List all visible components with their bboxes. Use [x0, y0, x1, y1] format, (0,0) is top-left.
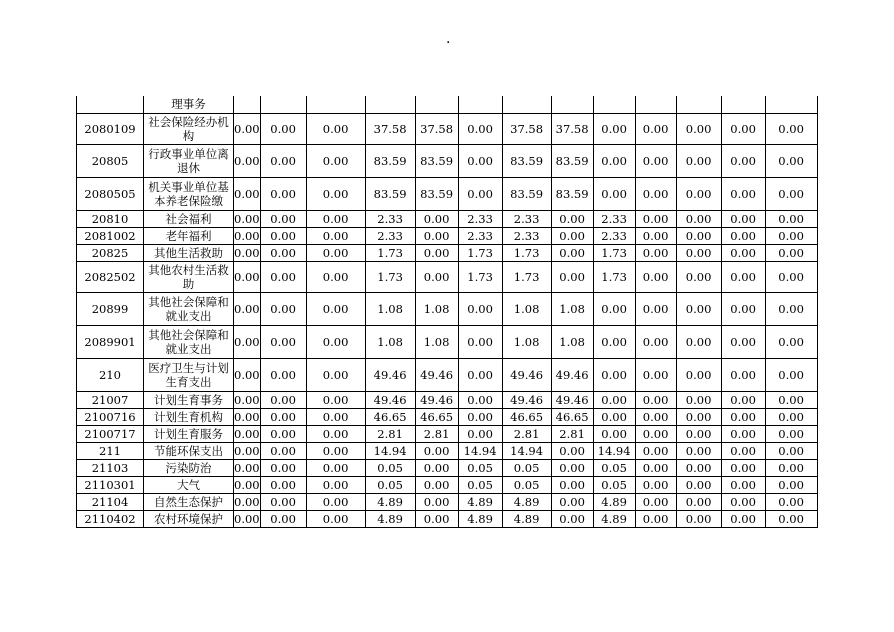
value-cell: 0.00	[593, 425, 635, 442]
value-cell: 0.00	[234, 228, 260, 243]
continuation-row	[77, 96, 818, 113]
value-cell: 46.65	[365, 408, 415, 425]
value-cell: 0.00	[676, 493, 721, 510]
value-cell: 0.00	[765, 227, 817, 244]
value-cell: 0.05	[365, 476, 415, 493]
table-row	[77, 358, 818, 391]
value-cell: 0.05	[365, 459, 415, 476]
value-cell: 83.59	[502, 177, 551, 210]
value-cell: 0.00	[721, 227, 765, 244]
table-row	[77, 244, 818, 261]
value-cell: 0.00	[260, 408, 306, 425]
value-cell: 14.94	[365, 442, 415, 459]
value-cell: 0.00	[765, 425, 817, 442]
value-cell: 0.00	[765, 476, 817, 493]
value-cell: 0.00	[415, 493, 458, 510]
value-cell: 1.73	[458, 261, 502, 292]
value-cell: 49.46	[551, 391, 593, 408]
page-marker: ·	[446, 35, 451, 51]
value-cell: 0.00	[635, 113, 676, 144]
name-cell: 其他社会保障和就业支出	[144, 325, 234, 358]
code-cell: 2082502	[77, 261, 144, 292]
value-cell: 0.00	[676, 358, 721, 391]
value-cell: 0.00	[458, 144, 502, 177]
value-cell: 14.94	[458, 442, 502, 459]
value-cell: 0.00	[415, 459, 458, 476]
value-cell: 0.00	[458, 113, 502, 144]
value-cell: 0.00	[721, 113, 765, 144]
value-cell: 0.00	[721, 425, 765, 442]
value-cell: 0.00	[765, 408, 817, 425]
value-cell: 0.00	[635, 292, 676, 325]
value-cell: 0.00	[635, 493, 676, 510]
value-cell: 0.00	[676, 459, 721, 476]
value-cell: 0.00	[676, 391, 721, 408]
value-cell: 0.00	[676, 442, 721, 459]
value-cell: 0.00	[765, 358, 817, 391]
value-cell: 49.46	[415, 358, 458, 391]
value-cell: 0.00	[458, 358, 502, 391]
value-cell: 0.00	[306, 493, 365, 510]
value-cell: 4.89	[458, 510, 502, 527]
value-cell: 0.00	[260, 113, 306, 144]
value-cell: 0.00	[234, 358, 261, 391]
value-cell: 46.65	[502, 408, 551, 425]
value-cell: 0.00	[458, 325, 502, 358]
value-cell: 83.59	[415, 144, 458, 177]
code-cell: 2100716	[77, 408, 144, 425]
value-cell: 0.00	[765, 493, 817, 510]
value-cell: 37.58	[365, 113, 415, 144]
value-cell: 0.00	[306, 292, 365, 325]
table-body	[77, 96, 818, 527]
value-cell: 0.00	[593, 408, 635, 425]
value-cell: 0.00	[260, 325, 306, 358]
code-cell: 21104	[77, 493, 144, 510]
value-cell: 0.00	[676, 325, 721, 358]
value-cell: 0.00	[306, 459, 365, 476]
table-row	[77, 144, 818, 177]
value-cell: 4.89	[502, 510, 551, 527]
value-cell: 0.00	[676, 408, 721, 425]
value-cell: 0.00	[721, 510, 765, 527]
value-cell: 49.46	[551, 358, 593, 391]
name-cell: 机关事业单位基本养老保险缴	[144, 177, 234, 210]
value-cell: 37.58	[551, 113, 593, 144]
value-cell: 0.00	[458, 408, 502, 425]
value-cell: 0.00	[593, 177, 635, 210]
name-cell: 污染防治	[144, 459, 234, 476]
value-cell: 83.59	[551, 144, 593, 177]
code-cell: 20805	[77, 144, 144, 177]
value-cell: 0.00	[306, 442, 365, 459]
value-cell: 0.00	[635, 210, 676, 227]
value-cell: 0.00	[415, 227, 458, 244]
code-cell: 2080109	[77, 113, 144, 144]
value-cell: 0.00	[635, 391, 676, 408]
value-cell: 0.00	[260, 493, 306, 510]
value-cell: 0.00	[234, 511, 260, 526]
value-cell: 49.46	[502, 391, 551, 408]
value-cell: 2.81	[551, 425, 593, 442]
value-cell: 0.00	[551, 210, 593, 227]
value-cell: 0.00	[721, 391, 765, 408]
value-cell: 0.00	[676, 261, 721, 292]
value-cell: 0.00	[635, 177, 676, 210]
code-cell	[77, 96, 144, 113]
value-cell: 0.00	[721, 476, 765, 493]
value-cell: 0.00	[676, 210, 721, 227]
value-cell: 0.00	[260, 292, 306, 325]
table-row	[77, 510, 818, 527]
value-cell: 0.00	[765, 144, 817, 177]
value-cell: 2.33	[365, 210, 415, 227]
value-cell: 0.00	[593, 144, 635, 177]
value-cell: 83.59	[365, 144, 415, 177]
value-cell: 0.00	[260, 261, 306, 292]
value-cell: 0.00	[551, 261, 593, 292]
value-cell: 2.33	[502, 210, 551, 227]
value-cell: 0.00	[635, 425, 676, 442]
value-cell: 0.05	[593, 459, 635, 476]
value-cell: 0.00	[765, 325, 817, 358]
value-cell: 0.00	[635, 476, 676, 493]
table-row	[77, 459, 818, 476]
value-cell: 0.00	[306, 210, 365, 227]
table-row	[77, 476, 818, 493]
value-cell: 0.00	[551, 476, 593, 493]
value-cell: 0.05	[593, 476, 635, 493]
value-cell: 0.00	[306, 408, 365, 425]
value-cell: 0.00	[458, 391, 502, 408]
value-cell: 4.89	[458, 493, 502, 510]
value-cell: 0.00	[721, 244, 765, 261]
code-cell: 210	[77, 358, 144, 391]
value-cell: 0.00	[234, 477, 260, 492]
value-cell: 1.08	[415, 325, 458, 358]
value-cell: 0.00	[306, 476, 365, 493]
value-cell: 0.00	[721, 442, 765, 459]
value-cell: 37.58	[415, 113, 458, 144]
value-cell: 1.73	[365, 244, 415, 261]
value-cell: 14.94	[593, 442, 635, 459]
value-cell: 0.00	[234, 460, 260, 475]
value-cell: 1.08	[502, 292, 551, 325]
value-cell: 49.46	[502, 358, 551, 391]
value-cell: 0.00	[635, 227, 676, 244]
value-cell: 0.00	[458, 177, 502, 210]
value-cell: 0.00	[721, 459, 765, 476]
value-cell: 0.00	[306, 358, 365, 391]
value-cell: 0.00	[415, 476, 458, 493]
value-cell: 46.65	[551, 408, 593, 425]
value-cell: 0.00	[234, 325, 261, 358]
value-cell: 4.89	[502, 493, 551, 510]
value-cell: 1.73	[593, 244, 635, 261]
value-cell: 0.00	[260, 425, 306, 442]
name-cell: 行政事业单位离退休	[144, 144, 234, 177]
value-cell: 0.00	[415, 210, 458, 227]
name-cell: 社会福利	[144, 210, 234, 227]
value-cell: 0.00	[765, 459, 817, 476]
value-cell: 1.73	[502, 261, 551, 292]
code-cell: 2110402	[77, 510, 144, 527]
value-cell: 0.00	[676, 425, 721, 442]
value-cell: 0.00	[635, 144, 676, 177]
name-cell: 大气	[144, 476, 234, 493]
value-cell: 0.05	[458, 459, 502, 476]
value-cell: 49.46	[365, 391, 415, 408]
value-cell: 4.89	[365, 510, 415, 527]
value-cell: 0.00	[234, 443, 260, 458]
value-cell: 0.00	[260, 391, 306, 408]
value-cell: 83.59	[415, 177, 458, 210]
value-cell: 0.00	[593, 325, 635, 358]
table-row	[77, 425, 818, 442]
value-cell: 0.00	[234, 261, 261, 292]
value-cell: 0.00	[676, 227, 721, 244]
value-cell: 0.00	[234, 144, 261, 177]
code-cell: 2081002	[77, 227, 144, 244]
name-cell: 节能环保支出	[144, 442, 234, 459]
value-cell: 0.00	[765, 244, 817, 261]
value-cell: 0.00	[458, 292, 502, 325]
code-cell: 20810	[77, 210, 144, 227]
value-cell: 0.00	[260, 459, 306, 476]
name-cell: 计划生育服务	[144, 425, 234, 442]
code-cell: 211	[77, 442, 144, 459]
value-cell: 0.00	[721, 177, 765, 210]
value-cell: 0.00	[415, 510, 458, 527]
name-cell: 理事务	[144, 96, 234, 113]
value-cell: 0.00	[593, 358, 635, 391]
value-cell: 0.00	[234, 245, 260, 260]
value-cell: 0.00	[234, 211, 260, 226]
value-cell: 0.00	[551, 510, 593, 527]
code-cell: 20825	[77, 244, 144, 261]
name-cell: 农村环境保护	[144, 510, 234, 527]
value-cell: 0.00	[676, 292, 721, 325]
value-cell: 0.00	[721, 493, 765, 510]
value-cell: 0.00	[721, 358, 765, 391]
value-cell: 2.33	[593, 227, 635, 244]
value-cell: 2.33	[458, 210, 502, 227]
value-cell: 4.89	[593, 493, 635, 510]
value-cell: 0.00	[234, 494, 260, 509]
value-cell: 4.89	[365, 493, 415, 510]
value-cell: 0.00	[593, 391, 635, 408]
value-cell: 0.00	[676, 244, 721, 261]
name-cell: 自然生态保护	[144, 493, 234, 510]
value-cell: 2.81	[365, 425, 415, 442]
code-cell: 2089901	[77, 325, 144, 358]
table-row	[77, 113, 818, 144]
code-cell: 21103	[77, 459, 144, 476]
value-cell: 0.00	[260, 510, 306, 527]
value-cell: 0.05	[502, 476, 551, 493]
value-cell: 0.00	[306, 144, 365, 177]
value-cell: 0.00	[635, 244, 676, 261]
table-row	[77, 408, 818, 425]
value-cell: 49.46	[415, 391, 458, 408]
value-cell: 46.65	[415, 408, 458, 425]
value-cell: 0.00	[415, 261, 458, 292]
value-cell: 1.08	[502, 325, 551, 358]
value-cell: 1.73	[458, 244, 502, 261]
table-row	[77, 261, 818, 292]
code-cell: 20899	[77, 292, 144, 325]
value-cell: 0.00	[306, 227, 365, 244]
value-cell: 0.00	[458, 425, 502, 442]
value-cell: 14.94	[502, 442, 551, 459]
value-cell: 0.00	[234, 426, 260, 441]
name-cell: 其他农村生活救助	[144, 261, 234, 292]
value-cell: 0.00	[635, 442, 676, 459]
value-cell: 0.00	[551, 227, 593, 244]
value-cell: 83.59	[365, 177, 415, 210]
table-row	[77, 177, 818, 210]
value-cell: 0.00	[234, 409, 260, 424]
value-cell: 0.00	[635, 261, 676, 292]
value-cell: 1.08	[365, 325, 415, 358]
value-cell: 4.89	[593, 510, 635, 527]
value-cell: 0.00	[551, 244, 593, 261]
value-cell: 0.00	[306, 325, 365, 358]
value-cell: 2.33	[365, 227, 415, 244]
value-cell: 1.08	[415, 292, 458, 325]
value-cell: 0.00	[765, 177, 817, 210]
value-cell: 0.00	[551, 442, 593, 459]
value-cell: 0.00	[234, 292, 261, 325]
code-cell: 2080505	[77, 177, 144, 210]
value-cell: 0.05	[502, 459, 551, 476]
value-cell: 0.00	[765, 113, 817, 144]
value-cell: 0.00	[260, 476, 306, 493]
value-cell: 0.00	[721, 210, 765, 227]
value-cell: 83.59	[551, 177, 593, 210]
value-cell: 0.00	[721, 144, 765, 177]
value-cell: 0.00	[234, 113, 261, 144]
value-cell: 2.81	[415, 425, 458, 442]
value-cell: 0.00	[551, 493, 593, 510]
table-row	[77, 493, 818, 510]
value-cell: 0.00	[260, 177, 306, 210]
budget-table	[76, 96, 818, 528]
value-cell: 49.46	[365, 358, 415, 391]
value-cell: 2.81	[502, 425, 551, 442]
value-cell: 0.00	[635, 459, 676, 476]
value-cell: 0.00	[306, 425, 365, 442]
name-cell: 其他社会保障和就业支出	[144, 292, 234, 325]
value-cell: 0.00	[721, 408, 765, 425]
table-row	[77, 325, 818, 358]
value-cell: 2.33	[502, 227, 551, 244]
value-cell: 0.00	[260, 210, 306, 227]
name-cell: 老年福利	[144, 227, 234, 244]
value-cell: 1.08	[551, 292, 593, 325]
value-cell: 0.00	[415, 244, 458, 261]
value-cell: 2.33	[458, 227, 502, 244]
value-cell: 0.00	[306, 261, 365, 292]
value-cell: 1.73	[502, 244, 551, 261]
value-cell: 0.00	[676, 113, 721, 144]
name-cell: 计划生育机构	[144, 408, 234, 425]
value-cell: 1.73	[593, 261, 635, 292]
value-cell: 0.00	[234, 177, 261, 210]
value-cell: 83.59	[502, 144, 551, 177]
value-cell: 2.33	[593, 210, 635, 227]
value-cell: 0.00	[306, 177, 365, 210]
value-cell: 0.00	[306, 391, 365, 408]
value-cell: 0.00	[765, 391, 817, 408]
name-cell: 社会保险经办机构	[144, 113, 234, 144]
value-cell: 0.00	[721, 325, 765, 358]
value-cell: 0.00	[676, 144, 721, 177]
table-row	[77, 210, 818, 227]
code-cell: 2110301	[77, 476, 144, 493]
table-row	[77, 227, 818, 244]
value-cell: 0.00	[635, 408, 676, 425]
value-cell: 0.00	[635, 358, 676, 391]
value-cell: 0.00	[765, 261, 817, 292]
table-row	[77, 292, 818, 325]
value-cell: 0.00	[593, 292, 635, 325]
value-cell: 1.08	[551, 325, 593, 358]
value-cell: 0.00	[306, 244, 365, 261]
value-cell: 1.08	[365, 292, 415, 325]
value-cell: 0.00	[260, 144, 306, 177]
value-cell: 0.05	[458, 476, 502, 493]
table-row	[77, 442, 818, 459]
value-cell: 0.00	[676, 476, 721, 493]
value-cell: 0.00	[593, 113, 635, 144]
value-cell: 0.00	[260, 442, 306, 459]
value-cell: 0.00	[234, 392, 260, 407]
name-cell: 其他生活救助	[144, 244, 234, 261]
value-cell: 0.00	[676, 177, 721, 210]
value-cell: 0.00	[765, 292, 817, 325]
value-cell: 0.00	[721, 292, 765, 325]
value-cell: 0.00	[635, 510, 676, 527]
value-cell: 0.00	[260, 358, 306, 391]
value-cell: 37.58	[502, 113, 551, 144]
value-cell: 0.00	[260, 227, 306, 244]
value-cell: 0.00	[765, 210, 817, 227]
value-cell: 0.00	[260, 244, 306, 261]
value-cell: 0.00	[765, 510, 817, 527]
value-cell: 0.00	[306, 113, 365, 144]
name-cell: 医疗卫生与计划生育支出	[144, 358, 234, 391]
table-row	[77, 391, 818, 408]
value-cell: 1.73	[365, 261, 415, 292]
value-cell: 0.00	[721, 261, 765, 292]
code-cell: 21007	[77, 391, 144, 408]
value-cell: 0.00	[415, 442, 458, 459]
value-cell: 0.00	[765, 442, 817, 459]
value-cell: 0.00	[306, 510, 365, 527]
value-cell: 0.00	[676, 510, 721, 527]
code-cell: 2100717	[77, 425, 144, 442]
value-cell: 0.00	[635, 325, 676, 358]
name-cell: 计划生育事务	[144, 391, 234, 408]
value-cell: 0.00	[551, 459, 593, 476]
